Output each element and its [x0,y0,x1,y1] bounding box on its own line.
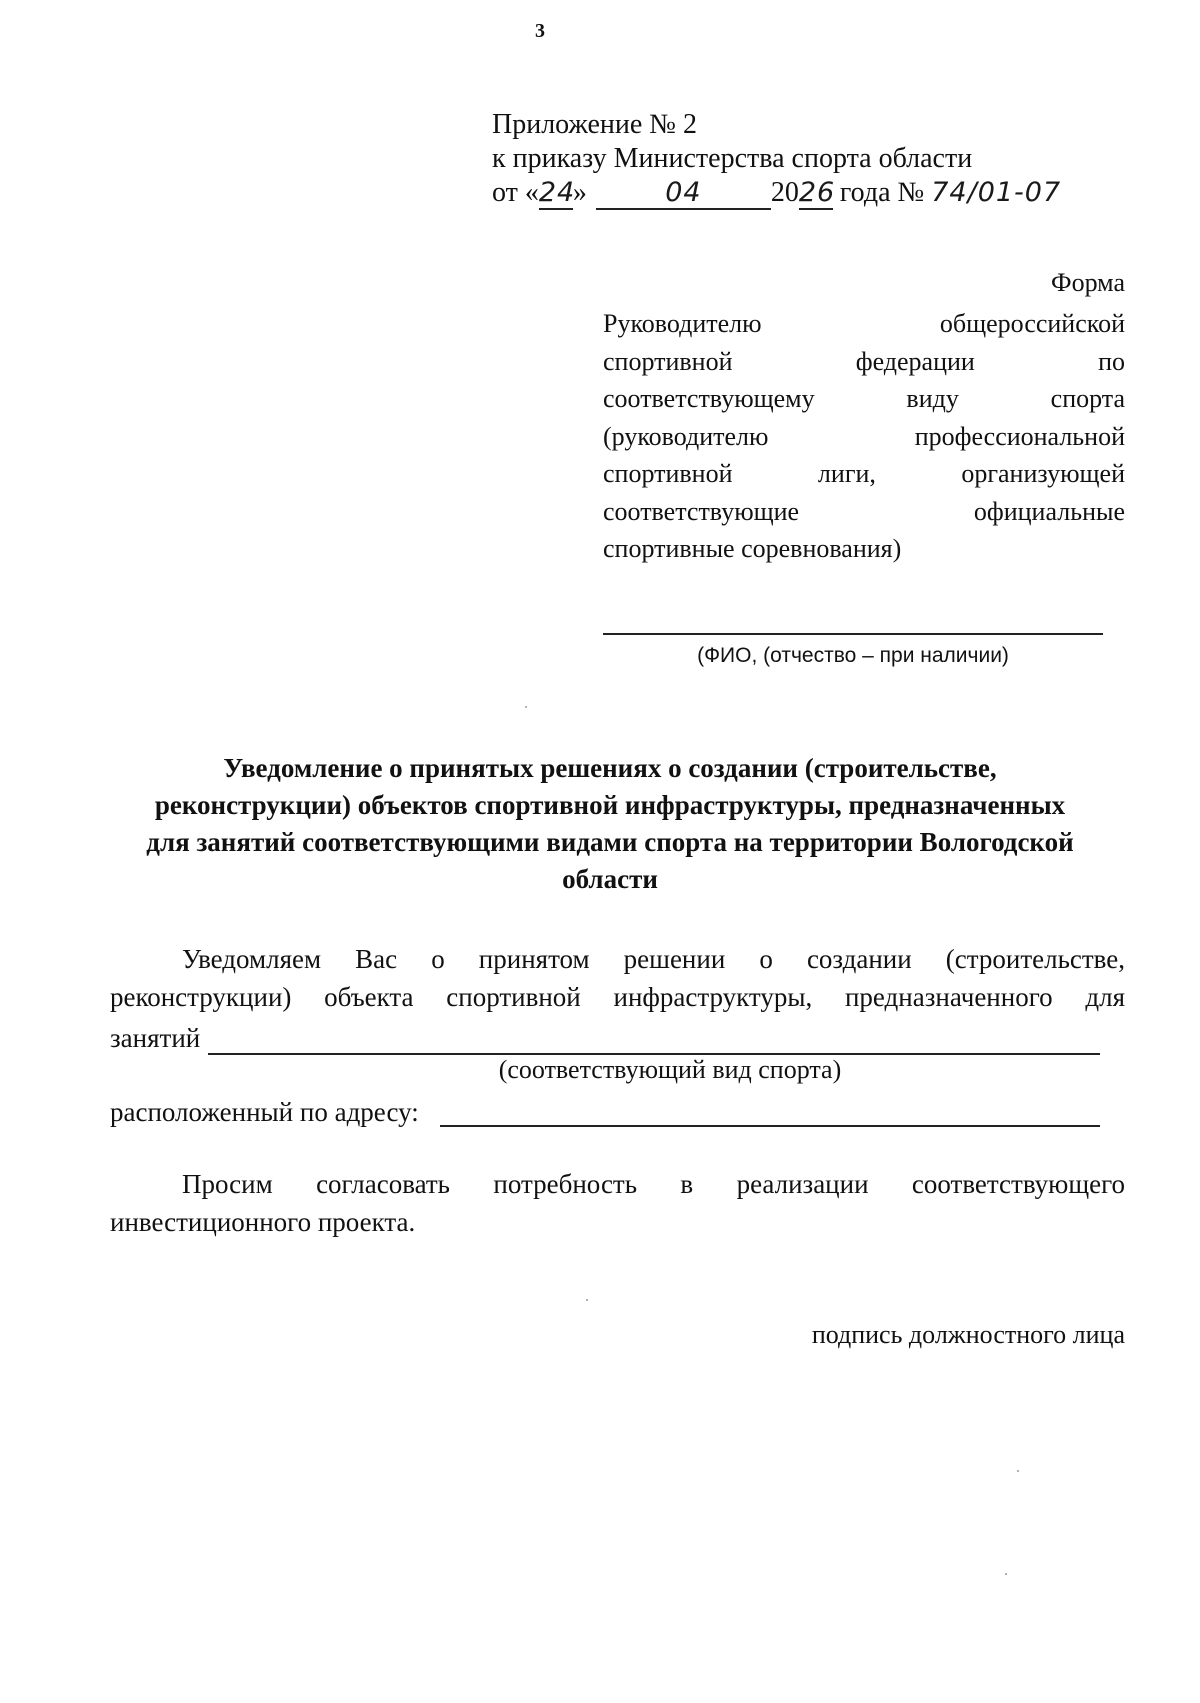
page-number: 3 [535,20,545,42]
order-number-handwritten: 74/01-07 [931,177,1062,208]
appendix-title: Приложение № 2 [492,109,697,140]
title-line: реконструкции) объектов спортивной инфраструктуры, предназначенных [154,790,1066,820]
title-line: Уведомление о принятых решениях о создании (строительстве, [223,753,997,783]
addressee-line: спортивной федерации по [603,346,1125,376]
addressee-line: спортивные соревнования) [603,534,902,563]
notice-line: реконструкции) объекта спортивной инфраструктуры, предназначенного для [110,982,1125,1012]
date-month-handwritten: 04 [596,178,771,210]
addressee-line: спортивной лиги, организующей [603,459,1125,488]
scan-speck [586,1299,588,1301]
fio-blank-line [603,633,1103,635]
request-line: инвестиционного проекта. [110,1207,416,1237]
addressee-line: Руководителю общероссийской [603,309,1125,338]
signature-label: подпись должностного лица [811,1320,1125,1349]
address-blank-line [440,1125,1100,1127]
fio-caption: (ФИО, (отчество – при наличии) [697,644,1009,667]
title-line: для занятий соответствующими видами спорта на территории Вологодской [146,827,1074,857]
request-line: Просим согласовать потребность в реализации соответствующего [182,1169,1125,1199]
scan-speck [1017,1470,1019,1472]
request-paragraph [110,1165,1125,1241]
notice-paragraph [110,940,1125,1016]
year-word: года № [839,177,925,208]
title-line: области [562,864,658,894]
date-prefix: от « [492,177,539,208]
notice-line: Уведомляем Вас о принятом решении о создании (строительстве, [182,944,1125,974]
appendix-order-ref: к приказу Министерства спорта области [492,143,973,174]
sport-caption: (соответствующий вид спорта) [498,1055,842,1084]
notice-sport-prefix: занятий [110,1023,201,1053]
date-mid: » [572,177,587,208]
date-day-handwritten: 24 [538,177,576,208]
addressee-block [603,305,1125,568]
notice-title [110,750,1110,898]
year-prefix: 20 [770,177,799,208]
form-label: Форма [1051,268,1125,297]
appendix-date-line [492,176,1062,210]
addressee-line: соответствующие официальные [603,496,1125,526]
scan-speck [525,706,527,708]
address-label: расположенный по адресу: [110,1097,419,1127]
addressee-line: соответствующему виду спорта [603,384,1125,413]
addressee-line: (руководителю профессиональной [603,421,1125,451]
scan-speck [1005,1573,1007,1575]
year-suffix-handwritten: 26 [798,177,836,208]
